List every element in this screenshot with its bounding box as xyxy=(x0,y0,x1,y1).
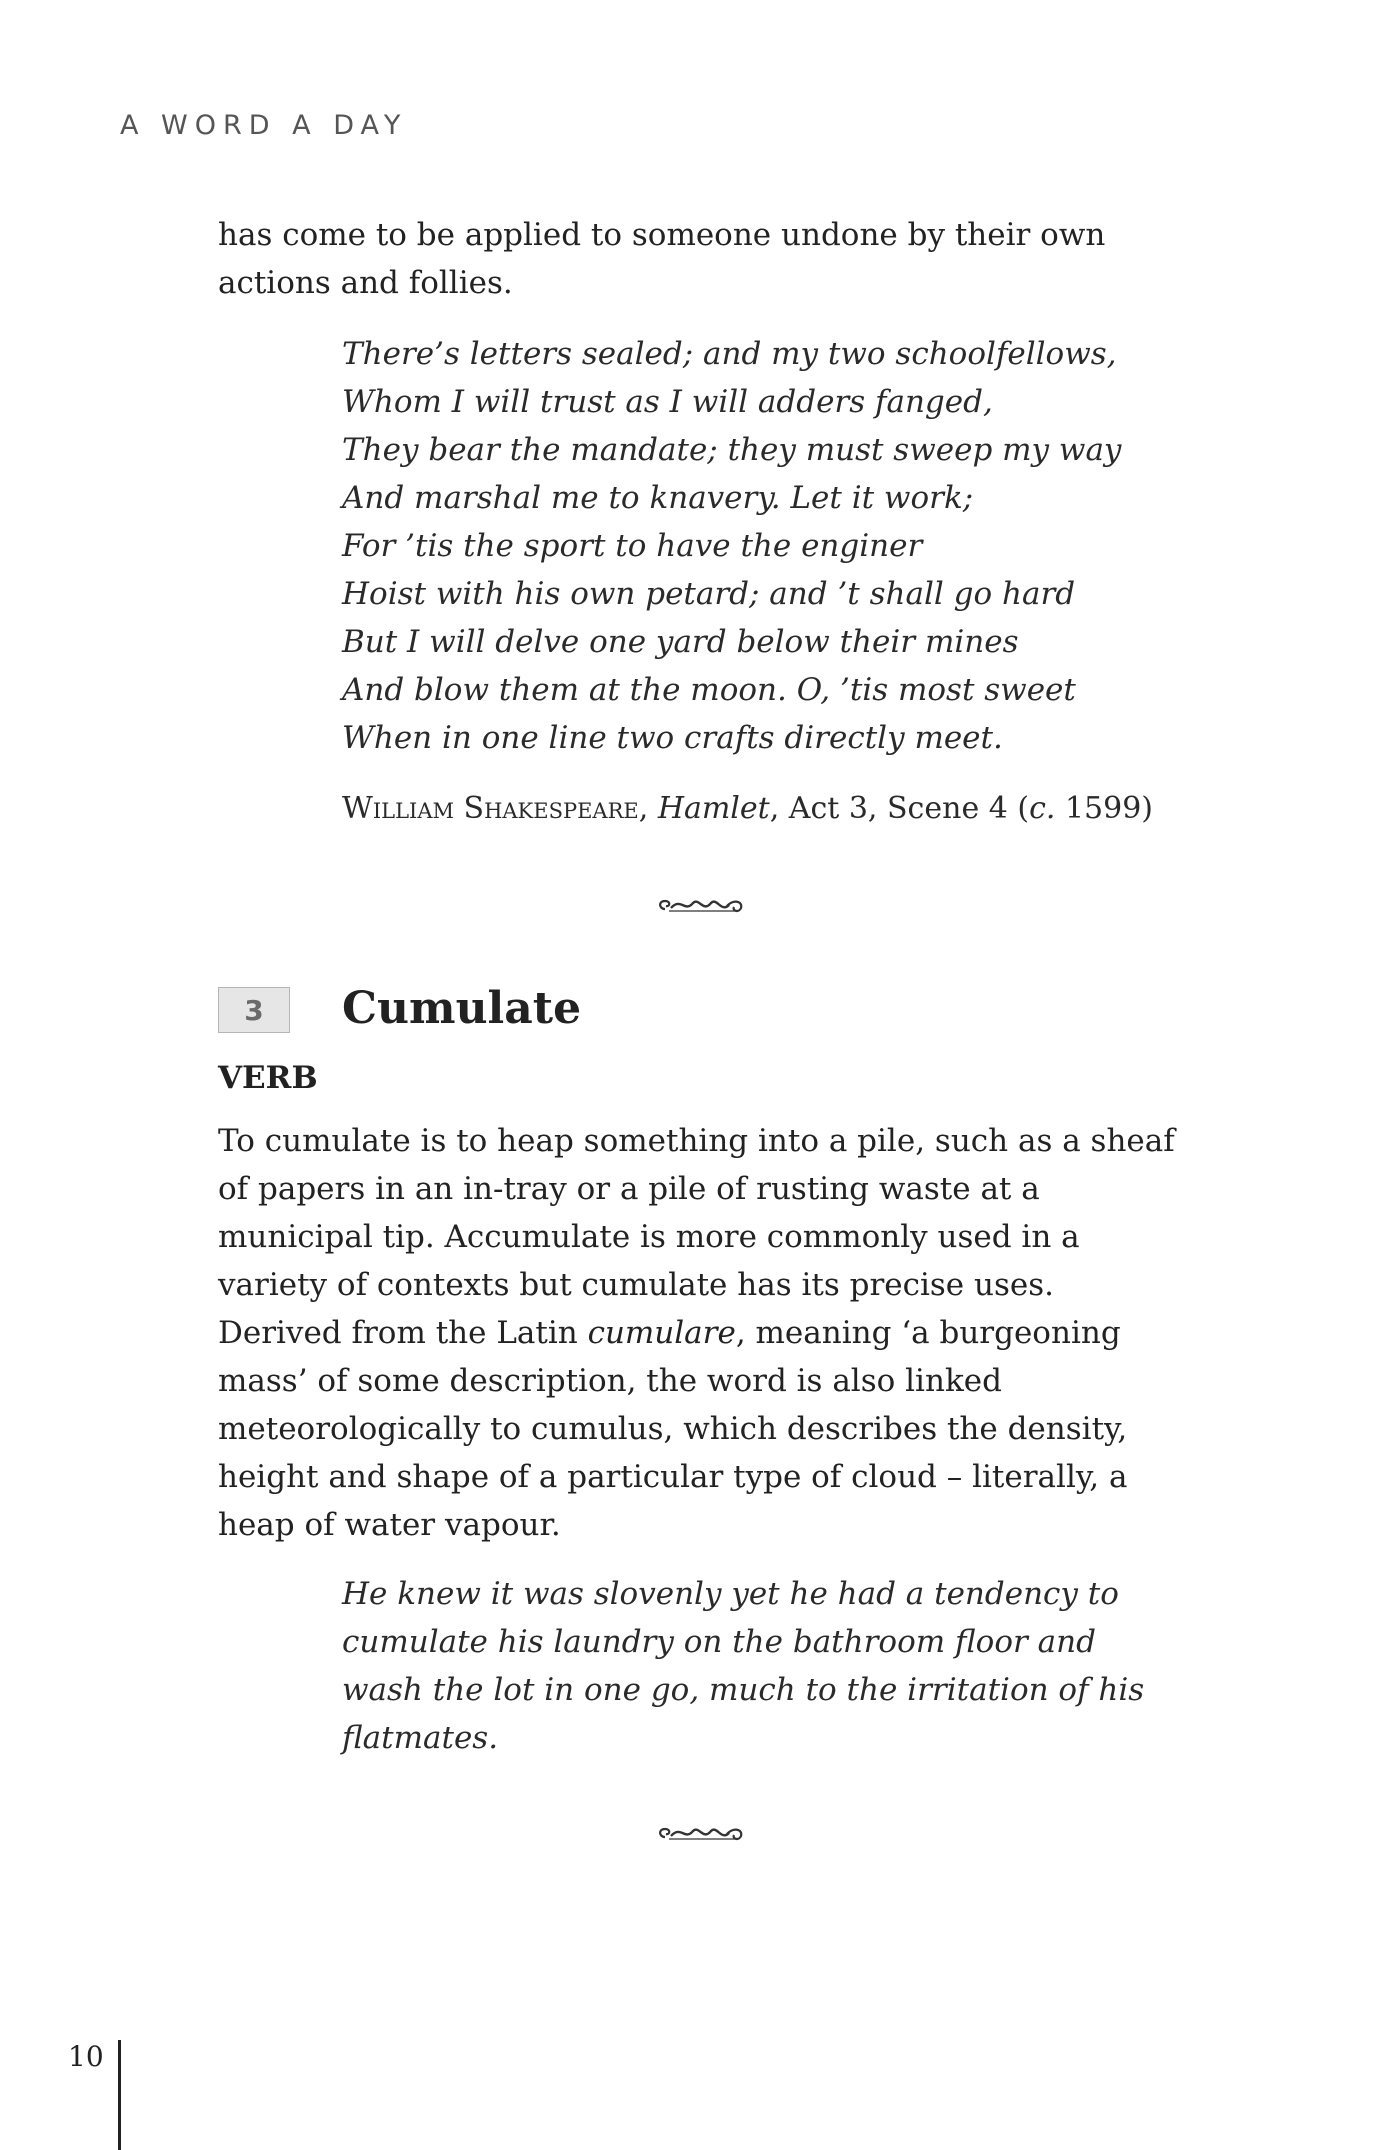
attribution-year: 1599) xyxy=(1055,791,1153,826)
quotation-attribution: William Shakespeare, Hamlet, Act 3, Scene 4 (c. 1599) xyxy=(342,791,1153,826)
section-divider-ornament xyxy=(655,1821,747,1845)
entry-number-badge: 3 xyxy=(218,987,290,1033)
attribution-circa: c. xyxy=(1029,791,1056,826)
quotation-line: There’s letters sealed; and my two schoolfellows, xyxy=(342,336,1117,372)
quotation-line: They bear the mandate; they must sweep my way xyxy=(342,432,1122,468)
definition-paragraph xyxy=(218,1117,1178,1549)
quotation-line: And marshal me to knavery. Let it work; xyxy=(342,480,974,516)
definition-text: , meaning ‘a burgeoning mass’ of some description, the word is also linked meteorologically to cumulus, which describes the density, height and shape of a particular type of cloud – literally, a heap of water vapour. xyxy=(218,1315,1128,1543)
quotation-line: Whom I will trust as I will adders fanged, xyxy=(342,384,993,420)
part-of-speech-label: VERB xyxy=(218,1060,318,1096)
continuation-paragraph: has come to be applied to someone undone by their own actions and follies. xyxy=(218,217,1106,301)
quotation-line: And blow them at the moon. O, ’tis most sweet xyxy=(342,672,1076,708)
attribution-details: , Act 3, Scene 4 ( xyxy=(769,791,1030,826)
page-number-rule xyxy=(118,2040,121,2150)
attribution-work: Hamlet xyxy=(657,791,770,826)
running-head: A WORD A DAY xyxy=(120,110,408,141)
entry-headword: Cumulate xyxy=(342,983,582,1034)
page-number: 10 xyxy=(68,2040,104,2073)
section-divider-ornament xyxy=(655,893,747,917)
definition-text: To cumulate is to heap something into a pile, such as a sheaf of papers in an in-tray or a pile of rusting waste at a municipal tip. Accumulate is more commonly used in a variety of contexts but cumulate has its precise uses. Derived from the Latin xyxy=(218,1123,1175,1351)
quotation-line: Hoist with his own petard; and ’t shall go hard xyxy=(342,576,1076,612)
attribution-author: William Shakespeare xyxy=(342,791,639,826)
usage-example: He knew it was slovenly yet he had a tendency to cumulate his laundry on the bathroom floor and wash the lot in one go, much to the irritation of his flatmates. xyxy=(342,1576,1145,1756)
quotation-line: For ’tis the sport to have the enginer xyxy=(342,528,923,564)
quotation-line: When in one line two crafts directly meet. xyxy=(342,720,1003,756)
latin-term: cumulare xyxy=(587,1315,736,1351)
shakespeare-quotation xyxy=(342,330,1121,762)
quotation-line: But I will delve one yard below their mines xyxy=(342,624,1019,660)
